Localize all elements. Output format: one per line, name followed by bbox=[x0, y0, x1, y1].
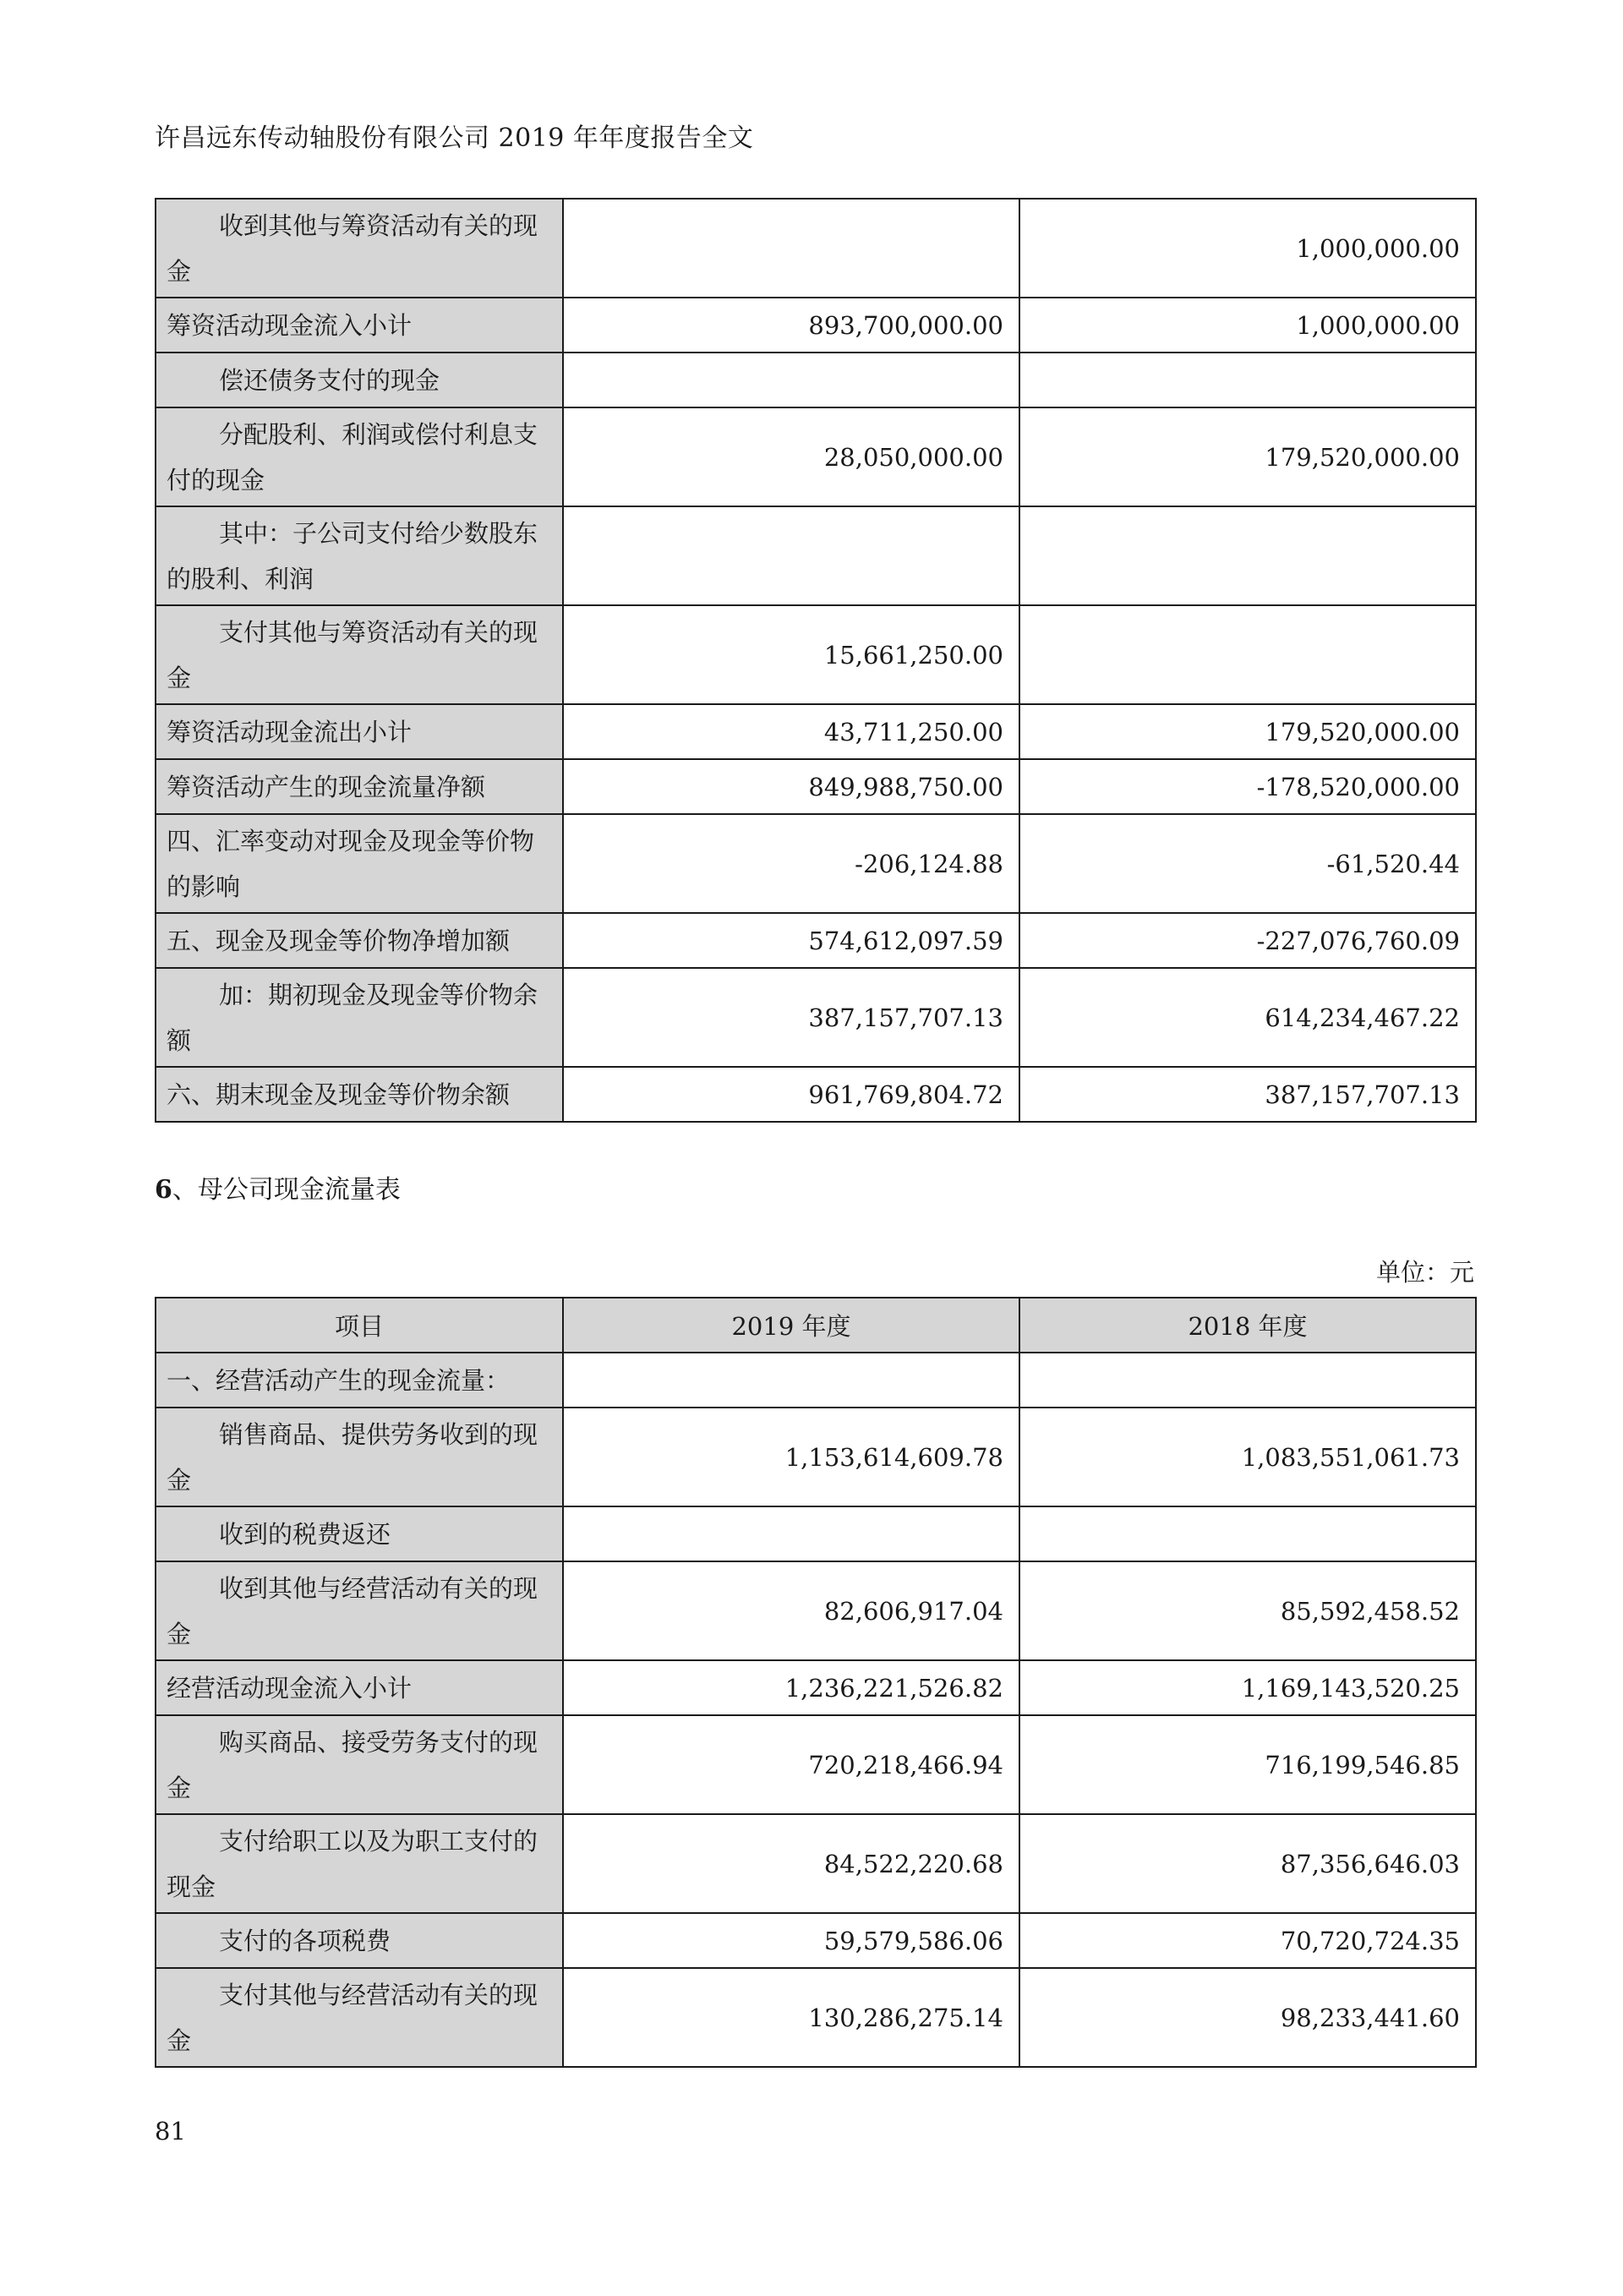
table-row bbox=[156, 1067, 1476, 1122]
value-2018: 85,592,458.52 bbox=[1019, 1561, 1476, 1660]
value-2019: -206,124.88 bbox=[563, 814, 1019, 913]
row-label: 支付其他与经营活动有关的现金 bbox=[156, 1968, 563, 2067]
section-title-text: 、母公司现金流量表 bbox=[172, 1175, 401, 1205]
value-2019 bbox=[563, 353, 1019, 407]
section-number: 6 bbox=[155, 1175, 172, 1205]
table-row bbox=[156, 1913, 1476, 1968]
value-2019: 130,286,275.14 bbox=[563, 1968, 1019, 2067]
table-row bbox=[156, 605, 1476, 704]
table-row bbox=[156, 759, 1476, 814]
row-label: 支付给职工以及为职工支付的现金 bbox=[156, 1814, 563, 1913]
row-label: 分配股利、利润或偿付利息支付的现金 bbox=[156, 407, 563, 506]
row-label: 购买商品、接受劳务支付的现金 bbox=[156, 1715, 563, 1814]
value-2019: 574,612,097.59 bbox=[563, 913, 1019, 968]
value-2018: 1,000,000.00 bbox=[1019, 199, 1476, 298]
row-label: 销售商品、提供劳务收到的现金 bbox=[156, 1408, 563, 1506]
value-2019: 849,988,750.00 bbox=[563, 759, 1019, 814]
value-2018 bbox=[1019, 506, 1476, 605]
table-row bbox=[156, 704, 1476, 759]
value-2019 bbox=[563, 1353, 1019, 1408]
value-2018: 179,520,000.00 bbox=[1019, 407, 1476, 506]
row-label: 筹资活动现金流出小计 bbox=[156, 704, 563, 759]
value-2019: 43,711,250.00 bbox=[563, 704, 1019, 759]
table-row bbox=[156, 814, 1476, 913]
value-2018: 716,199,546.85 bbox=[1019, 1715, 1476, 1814]
row-label: 偿还债务支付的现金 bbox=[156, 353, 563, 407]
value-2018: 387,157,707.13 bbox=[1019, 1067, 1476, 1122]
value-2018: 179,520,000.00 bbox=[1019, 704, 1476, 759]
value-2018: -61,520.44 bbox=[1019, 814, 1476, 913]
table-body bbox=[156, 199, 1476, 1122]
value-2018: 1,169,143,520.25 bbox=[1019, 1660, 1476, 1715]
row-label: 加：期初现金及现金等价物余额 bbox=[156, 968, 563, 1067]
unit-label: 单位：元 bbox=[1375, 1258, 1474, 1287]
value-2018: -227,076,760.09 bbox=[1019, 913, 1476, 968]
table-header-row bbox=[156, 1298, 1476, 1353]
header-2019: 2019 年度 bbox=[563, 1298, 1019, 1353]
page-header: 许昌远东传动轴股份有限公司 2019 年年度报告全文 bbox=[155, 123, 754, 153]
header-item: 项目 bbox=[156, 1298, 563, 1353]
value-2018 bbox=[1019, 353, 1476, 407]
parent-company-cash-flow-table bbox=[155, 1297, 1477, 2068]
value-2018 bbox=[1019, 1506, 1476, 1561]
value-2019: 82,606,917.04 bbox=[563, 1561, 1019, 1660]
value-2019: 1,153,614,609.78 bbox=[563, 1408, 1019, 1506]
value-2019: 15,661,250.00 bbox=[563, 605, 1019, 704]
value-2018: 98,233,441.60 bbox=[1019, 1968, 1476, 2067]
table-row bbox=[156, 1408, 1476, 1506]
table-row bbox=[156, 298, 1476, 353]
row-label: 四、汇率变动对现金及现金等价物的影响 bbox=[156, 814, 563, 913]
value-2018 bbox=[1019, 605, 1476, 704]
value-2018: 1,083,551,061.73 bbox=[1019, 1408, 1476, 1506]
table-row bbox=[156, 407, 1476, 506]
row-label: 支付的各项税费 bbox=[156, 1913, 563, 1968]
value-2018: 70,720,724.35 bbox=[1019, 1913, 1476, 1968]
value-2019: 893,700,000.00 bbox=[563, 298, 1019, 353]
table-row bbox=[156, 506, 1476, 605]
value-2018: 1,000,000.00 bbox=[1019, 298, 1476, 353]
table-body bbox=[156, 1353, 1476, 2067]
value-2019 bbox=[563, 199, 1019, 298]
table-row bbox=[156, 1660, 1476, 1715]
value-2019: 84,522,220.68 bbox=[563, 1814, 1019, 1913]
row-label: 其中：子公司支付给少数股东的股利、利润 bbox=[156, 506, 563, 605]
page-number: 81 bbox=[155, 2117, 186, 2146]
value-2019: 59,579,586.06 bbox=[563, 1913, 1019, 1968]
value-2018: 87,356,646.03 bbox=[1019, 1814, 1476, 1913]
row-label: 五、现金及现金等价物净增加额 bbox=[156, 913, 563, 968]
table-row bbox=[156, 1814, 1476, 1913]
section-title bbox=[155, 1168, 401, 1205]
value-2019: 387,157,707.13 bbox=[563, 968, 1019, 1067]
row-label: 经营活动现金流入小计 bbox=[156, 1660, 563, 1715]
table-row bbox=[156, 913, 1476, 968]
row-label: 支付其他与筹资活动有关的现金 bbox=[156, 605, 563, 704]
header-2018: 2018 年度 bbox=[1019, 1298, 1476, 1353]
table-row bbox=[156, 1561, 1476, 1660]
table-row bbox=[156, 1506, 1476, 1561]
row-label: 收到的税费返还 bbox=[156, 1506, 563, 1561]
value-2018 bbox=[1019, 1353, 1476, 1408]
value-2019: 961,769,804.72 bbox=[563, 1067, 1019, 1122]
table-row bbox=[156, 1968, 1476, 2067]
value-2019 bbox=[563, 1506, 1019, 1561]
financing-cash-flow-table bbox=[155, 198, 1477, 1123]
value-2019: 720,218,466.94 bbox=[563, 1715, 1019, 1814]
table-row bbox=[156, 968, 1476, 1067]
value-2019 bbox=[563, 506, 1019, 605]
value-2018: -178,520,000.00 bbox=[1019, 759, 1476, 814]
table-row bbox=[156, 1353, 1476, 1408]
value-2019: 28,050,000.00 bbox=[563, 407, 1019, 506]
row-label: 收到其他与经营活动有关的现金 bbox=[156, 1561, 563, 1660]
row-label: 六、期末现金及现金等价物余额 bbox=[156, 1067, 563, 1122]
row-label: 一、经营活动产生的现金流量： bbox=[156, 1353, 563, 1408]
row-label: 收到其他与筹资活动有关的现金 bbox=[156, 199, 563, 298]
table-row bbox=[156, 1715, 1476, 1814]
row-label: 筹资活动产生的现金流量净额 bbox=[156, 759, 563, 814]
row-label: 筹资活动现金流入小计 bbox=[156, 298, 563, 353]
table-row bbox=[156, 199, 1476, 298]
value-2018: 614,234,467.22 bbox=[1019, 968, 1476, 1067]
table-row bbox=[156, 353, 1476, 407]
value-2019: 1,236,221,526.82 bbox=[563, 1660, 1019, 1715]
